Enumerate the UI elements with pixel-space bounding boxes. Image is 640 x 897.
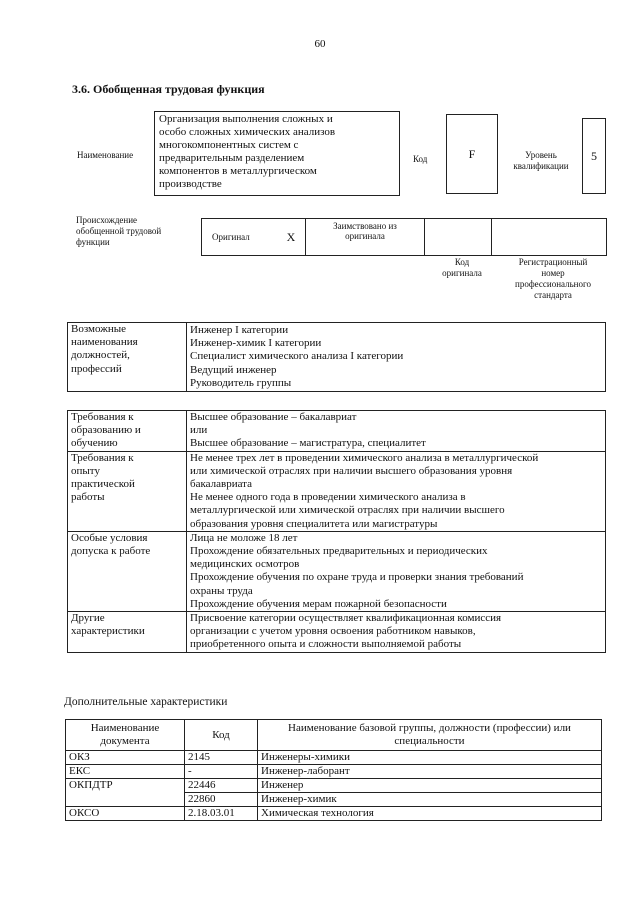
table-row (66, 807, 602, 821)
additional-table (65, 719, 602, 821)
label-line: опыту (71, 464, 100, 477)
origin-label-line: Происхождение (76, 215, 138, 225)
name-line: производстве (159, 178, 222, 190)
value-line: Прохождение обязательных предварительных и периодических (190, 545, 488, 558)
requirement-row (68, 451, 606, 531)
row-name: Химическая технология (258, 807, 602, 821)
header-line: документа (100, 735, 150, 747)
label-line: должностей, (71, 349, 130, 362)
position-item: Специалист химического анализа I категории (190, 350, 404, 363)
row-code: 2145 (185, 751, 258, 765)
row-document: ОКСО (66, 807, 185, 821)
row-code: 22446 (185, 779, 258, 793)
requirement-value (187, 411, 606, 452)
value-line: бакалавриата (190, 478, 253, 491)
caption-line: стандарта (534, 290, 572, 300)
value-line: Присвоение категории осуществляет квалификационная комиссия (190, 612, 502, 625)
row-code: 2.18.03.01 (185, 807, 258, 821)
value-line: Прохождение обучения мерам пожарной безопасности (190, 597, 447, 610)
value-line: Высшее образование – магистратура, специалитет (190, 437, 426, 450)
row-name: Инженер (258, 779, 602, 793)
position-item: Инженер-химик I категории (190, 337, 322, 350)
code-label: Код (413, 154, 428, 164)
label-line: Требования к (71, 411, 134, 423)
value-line: Высшее образование – бакалавриат (190, 411, 357, 423)
requirement-label (68, 411, 187, 452)
label-line: Требования к (71, 451, 134, 464)
requirement-label (68, 531, 187, 611)
additional-header-row (66, 720, 602, 751)
row-name: Инженер-лаборант (258, 765, 602, 779)
reg-number-cell (492, 219, 607, 256)
label-line: Другие (71, 612, 105, 625)
header-line: специальности (394, 735, 465, 747)
requirement-label (68, 451, 187, 531)
col-header-code: Код (185, 720, 258, 751)
value-line: Не менее трех лет в проведении химического анализа в металлургической (190, 451, 539, 464)
value-line: Не менее одного года в проведении химического анализа в (190, 491, 466, 504)
position-item: Ведущий инженер (190, 363, 277, 376)
label-line: практической (71, 478, 135, 491)
function-name-box (154, 111, 400, 196)
value-line: Прохождение обучения по охране труда и проверки знания требований (190, 571, 524, 584)
level-box (582, 118, 606, 194)
page-number: 60 (314, 38, 326, 50)
caption-line: профессионального (515, 279, 591, 289)
value-line: или (190, 424, 208, 437)
name-line: Организация выполнения сложных и (159, 113, 333, 125)
caption-line: оригинала (442, 268, 482, 278)
header-line: Наименование (90, 722, 160, 734)
row-code: 22860 (185, 793, 258, 807)
level-label (508, 150, 574, 172)
requirement-label (68, 612, 187, 653)
requirement-value (187, 531, 606, 611)
code-value: F (468, 146, 476, 161)
borrowed-label (306, 219, 425, 256)
table-row (66, 765, 602, 779)
positions-table (67, 322, 606, 392)
label-line: наименования (71, 336, 138, 349)
label-line: Особые условия (71, 531, 148, 544)
label-line: работы (71, 491, 105, 504)
level-label-line: Уровень (525, 150, 557, 160)
reg-number-caption (500, 257, 606, 301)
original-mark: X (277, 219, 306, 256)
positions-label (68, 323, 187, 392)
label-line: характеристики (71, 625, 145, 638)
name-line: особо сложных химических анализов (159, 126, 336, 138)
origin-table (201, 218, 607, 256)
label-line: Возможные (71, 323, 126, 335)
value-line: приобретенного опыта и сложности выполняемой работы (190, 638, 462, 651)
positions-list (187, 323, 606, 392)
caption-line: Регистрационный (518, 257, 588, 267)
row-document: ОКПДТР (66, 779, 185, 807)
name-line: предварительным разделением (159, 152, 305, 164)
caption-line: Код (454, 257, 470, 267)
name-label: Наименование (77, 150, 134, 160)
value-line: Лица не моложе 18 лет (190, 531, 298, 544)
value-line: организации с учетом уровня освоения работником навыков, (190, 625, 476, 638)
label-line: образованию и (71, 424, 141, 437)
requirement-row (68, 411, 606, 452)
value-line: образования уровня специалитета или магистратуры (190, 517, 438, 530)
value-line: охраны труда (190, 584, 253, 597)
caption-line: номер (541, 268, 565, 278)
row-name: Инженер-химик (258, 793, 602, 807)
level-label-line: квалификации (513, 161, 569, 171)
value-line: металлургической или химической отраслях при наличии высшего (190, 504, 505, 517)
requirements-table (67, 410, 606, 653)
position-item: Руководитель группы (190, 376, 292, 389)
label-line: профессий (71, 362, 122, 375)
name-line: многокомпонентных систем с (159, 139, 299, 151)
section-title: 3.6. Обобщенная трудовая функция (72, 82, 265, 96)
origin-label (76, 215, 161, 248)
additional-title: Дополнительные характеристики (64, 696, 228, 708)
label-line: обучению (71, 437, 118, 450)
requirement-row (68, 612, 606, 653)
original-code-cell (425, 219, 492, 256)
row-code: - (185, 765, 258, 779)
position-item: Инженер I категории (190, 324, 289, 336)
name-line: компонентов в металлургическом (159, 165, 317, 177)
col-header-name (258, 720, 602, 751)
borrowed-label-line: Заимствовано из (333, 221, 397, 231)
row-document: ЕКС (66, 765, 185, 779)
header-line: Наименование базовой группы, должности (профессии) или (288, 722, 571, 734)
requirement-value (187, 612, 606, 653)
col-header-document (66, 720, 185, 751)
row-name: Инженеры-химики (258, 751, 602, 765)
original-label: Оригинал (202, 219, 278, 256)
table-row (66, 751, 602, 765)
label-line: допуска к работе (71, 545, 151, 558)
origin-label-line: функции (76, 237, 110, 247)
borrowed-label-line: оригинала (345, 231, 385, 241)
code-box (446, 114, 498, 194)
origin-label-line: обобщенной трудовой (76, 226, 162, 236)
value-line: или химической отраслях при наличии высшего образования уровня (190, 464, 513, 477)
code-original-caption (429, 257, 495, 279)
requirement-value (187, 451, 606, 531)
row-document: ОКЗ (66, 751, 185, 765)
requirement-row (68, 531, 606, 611)
level-value: 5 (591, 148, 597, 163)
table-row (66, 779, 602, 793)
value-line: медицинских осмотров (190, 558, 300, 571)
